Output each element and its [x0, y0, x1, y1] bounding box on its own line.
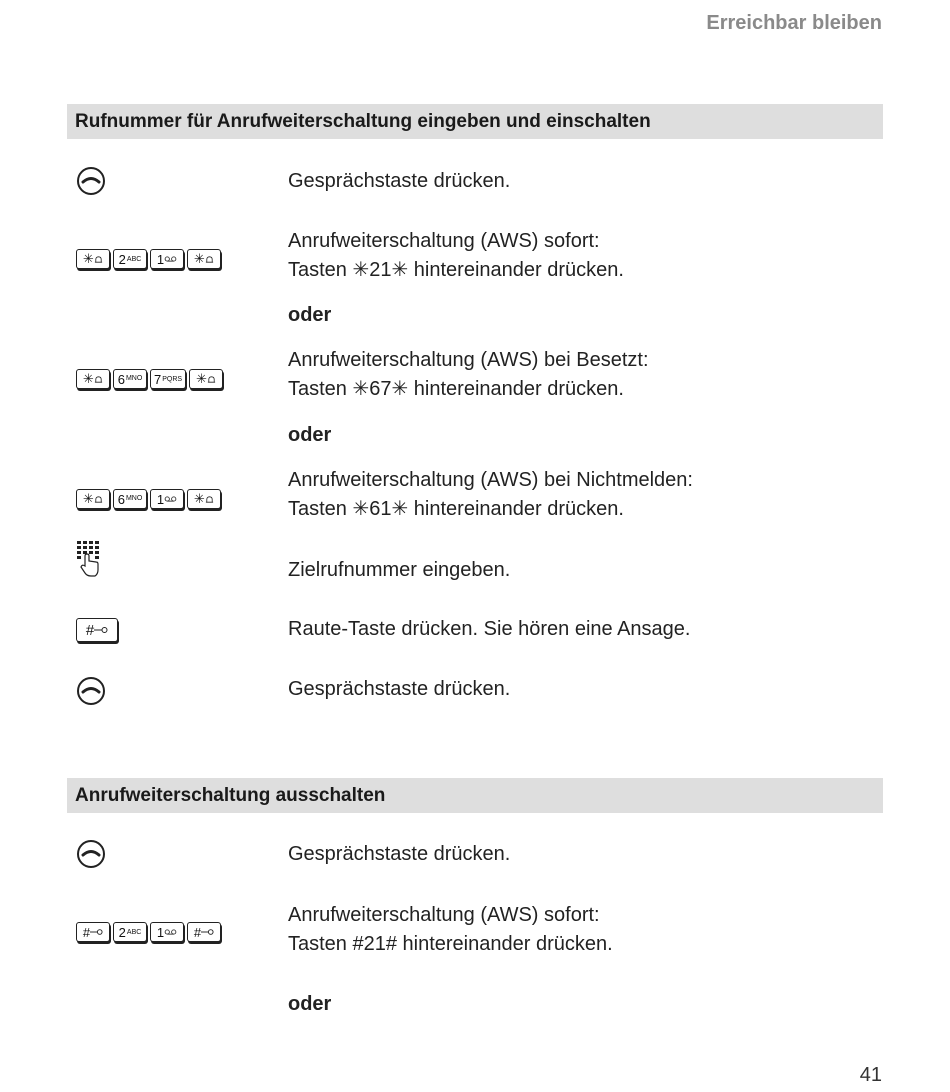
digit-key-6: 6 $^{MNO}$: [113, 369, 147, 389]
step-text: Raute-Taste drücken. Sie hören eine Ansage.: [288, 618, 691, 640]
hash-key: #: [76, 922, 110, 942]
handset-key: [76, 839, 106, 869]
digit-key-1: 1: [150, 922, 184, 942]
key-sequence: [76, 249, 224, 269]
bell-icon: [205, 255, 214, 264]
section-title: Anrufweiterschaltung ausschalten: [67, 778, 883, 813]
bell-icon: [94, 255, 103, 264]
star-key: ✳: [76, 489, 110, 509]
running-head: Erreichbar bleiben: [706, 12, 882, 34]
bell-icon: [205, 495, 214, 504]
hash-key: [76, 618, 121, 642]
star-key: ✳: [76, 249, 110, 269]
digit-key-2: 2 ABC: [113, 922, 147, 942]
handset-key-icon: [76, 676, 106, 706]
bell-icon: [94, 375, 103, 384]
voicemail-icon: [164, 495, 177, 503]
voicemail-icon: [164, 928, 177, 936]
handset-key-icon: [76, 839, 106, 869]
key-sequence: [76, 489, 224, 509]
digit-key-1: 1: [150, 489, 184, 509]
digit-key-1: 1: [150, 249, 184, 269]
section-title: Rufnummer für Anrufweiterschaltung eingeben und einschalten: [67, 104, 883, 139]
handset-key: [76, 166, 106, 196]
key-sequence: [76, 369, 226, 389]
star-key: ✳: [76, 369, 110, 389]
key-symbol-icon: [201, 928, 214, 936]
step-text: Anrufweiterschaltung (AWS) sofort: Tasten #21# hintereinander drücken.: [288, 904, 613, 955]
key-sequence: [76, 922, 224, 942]
keypad-entry-icon: [76, 540, 100, 578]
star-key: ✳: [189, 369, 223, 389]
key-symbol-icon: [90, 928, 103, 936]
hash-key: #: [76, 618, 118, 642]
star-key: ✳: [187, 249, 221, 269]
key-symbol-icon: [94, 626, 108, 634]
keypad-entry: [76, 540, 100, 578]
step-text: Zielrufnummer eingeben.: [288, 559, 511, 581]
step-text: Gesprächstaste drücken.: [288, 843, 511, 865]
oder-label: oder: [288, 304, 332, 326]
oder-label: oder: [288, 424, 332, 446]
handset-key-icon: [76, 166, 106, 196]
page-number: 41: [859, 1064, 882, 1086]
bell-icon: [207, 375, 216, 384]
step-text: Anrufweiterschaltung (AWS) bei Nichtmelden: Tasten ✳61✳ hintereinander drücken.: [288, 469, 693, 520]
handset-key: [76, 676, 106, 706]
digit-key-6: 6 $^{MNO}$: [113, 489, 147, 509]
step-text: Anrufweiterschaltung (AWS) bei Besetzt: Tasten ✳67✳ hintereinander drücken.: [288, 349, 649, 400]
voicemail-icon: [164, 255, 177, 263]
step-text: Gesprächstaste drücken.: [288, 170, 511, 192]
digit-key-7: 7 PQRS: [150, 369, 186, 389]
oder-label: oder: [288, 993, 332, 1015]
bell-icon: [94, 495, 103, 504]
hash-key: #: [187, 922, 221, 942]
step-text: Anrufweiterschaltung (AWS) sofort: Tasten ✳21✳ hintereinander drücken.: [288, 230, 624, 281]
star-key: ✳: [187, 489, 221, 509]
digit-key-2: 2 ABC: [113, 249, 147, 269]
step-text: Gesprächstaste drücken.: [288, 678, 511, 700]
